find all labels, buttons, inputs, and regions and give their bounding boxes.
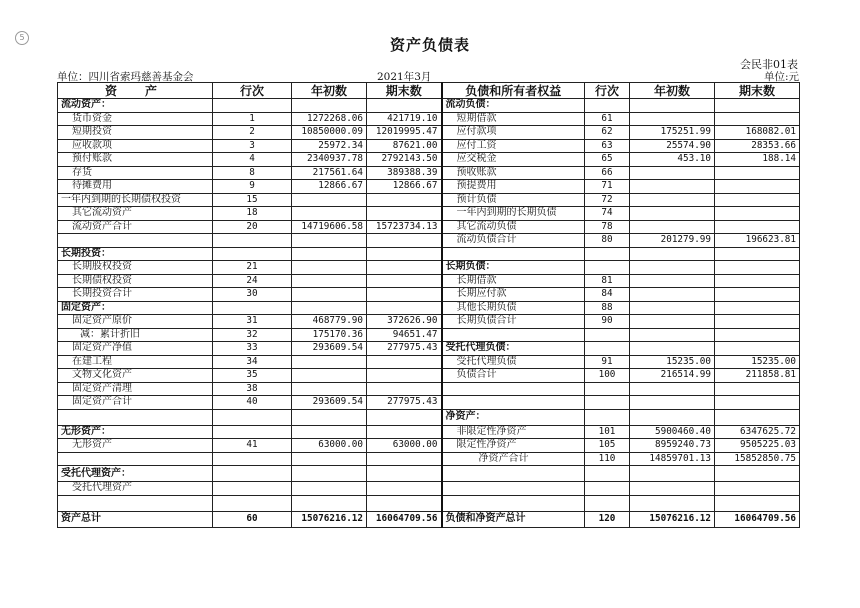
right-line-no: 101 (585, 425, 630, 439)
right-end-amount (715, 301, 800, 315)
left-begin-amount (292, 466, 367, 482)
table-row (58, 126, 800, 140)
left-item-label: 固定资产原价 (58, 315, 213, 329)
right-begin-amount (630, 220, 715, 234)
table-row (58, 342, 800, 356)
table-row (58, 234, 800, 248)
left-begin-amount (292, 369, 367, 383)
left-begin-amount: 15076216.12 (292, 511, 367, 527)
currency-unit: 单位:元 (763, 71, 799, 83)
left-end-amount: 16064709.56 (367, 511, 442, 527)
left-begin-amount: 10850000.09 (292, 126, 367, 140)
left-end-amount: 63000.00 (367, 439, 442, 453)
right-item-label: 净资产： (442, 409, 585, 425)
right-begin-amount: 175251.99 (630, 126, 715, 140)
table-row (58, 261, 800, 275)
left-begin-amount: 175170.36 (292, 328, 367, 342)
right-line-no: 120 (585, 511, 630, 527)
balance-sheet-table (57, 82, 800, 528)
right-begin-amount (630, 193, 715, 207)
right-item-label: 非限定性净资产 (442, 425, 585, 439)
left-line-no: 9 (213, 180, 292, 194)
left-end-amount (367, 193, 442, 207)
right-begin-amount (630, 112, 715, 126)
left-item-label: 固定资产清理 (58, 382, 213, 396)
left-begin-amount: 12866.67 (292, 180, 367, 194)
left-end-amount: 2792143.50 (367, 153, 442, 167)
right-begin-amount: 216514.99 (630, 369, 715, 383)
table-row (58, 482, 800, 496)
table-row (58, 99, 800, 113)
left-begin-amount (292, 482, 367, 496)
left-item-label: 文物文化资产 (58, 369, 213, 383)
left-line-no: 3 (213, 139, 292, 153)
left-item-label: 存货 (58, 166, 213, 180)
left-line-no: 4 (213, 153, 292, 167)
left-item-label: 流动资产合计 (58, 220, 213, 234)
left-line-no (213, 409, 292, 425)
left-end-amount (367, 234, 442, 248)
right-end-amount (715, 495, 800, 511)
left-item-label: 待摊费用 (58, 180, 213, 194)
left-item-label: 长期股权投资 (58, 261, 213, 275)
left-end-amount: 389388.39 (367, 166, 442, 180)
left-begin-amount (292, 355, 367, 369)
right-line-no: 100 (585, 369, 630, 383)
right-line-no (585, 342, 630, 356)
right-begin-amount: 201279.99 (630, 234, 715, 248)
right-begin-amount (630, 166, 715, 180)
right-item-label: 短期借款 (442, 112, 585, 126)
col-header-begin: 年初数 (292, 83, 367, 99)
right-begin-amount: 5900460.40 (630, 425, 715, 439)
table-row (58, 495, 800, 511)
right-line-no: 110 (585, 452, 630, 466)
left-line-no: 21 (213, 261, 292, 275)
left-line-no (213, 301, 292, 315)
right-end-amount: 168082.01 (715, 126, 800, 140)
right-item-label (442, 328, 585, 342)
left-line-no (213, 425, 292, 439)
left-line-no: 38 (213, 382, 292, 396)
right-begin-amount: 8959240.73 (630, 439, 715, 453)
right-end-amount (715, 193, 800, 207)
table-row (58, 425, 800, 439)
left-item-label: 长期投资合计 (58, 288, 213, 302)
right-item-label: 预收账款 (442, 166, 585, 180)
right-line-no: 72 (585, 193, 630, 207)
left-line-no: 18 (213, 207, 292, 221)
right-item-label: 净资产合计 (442, 452, 585, 466)
right-item-label (442, 482, 585, 496)
right-end-amount (715, 288, 800, 302)
right-end-amount: 211858.81 (715, 369, 800, 383)
left-line-no (213, 482, 292, 496)
left-item-label: 固定资产： (58, 301, 213, 315)
right-begin-amount (630, 315, 715, 329)
right-begin-amount (630, 261, 715, 275)
left-begin-amount (292, 247, 367, 261)
table-row (58, 355, 800, 369)
right-line-no (585, 99, 630, 113)
right-end-amount (715, 315, 800, 329)
right-item-label: 应付工资 (442, 139, 585, 153)
right-begin-amount: 15076216.12 (630, 511, 715, 527)
right-begin-amount (630, 328, 715, 342)
table-row (58, 328, 800, 342)
form-code: 会民非01表 (740, 58, 798, 71)
right-begin-amount (630, 382, 715, 396)
right-begin-amount (630, 495, 715, 511)
right-end-amount (715, 112, 800, 126)
col-header-end: 期末数 (367, 83, 442, 99)
document-title: 资产负债表 (389, 36, 470, 54)
right-begin-amount (630, 342, 715, 356)
right-begin-amount (630, 301, 715, 315)
left-begin-amount (292, 301, 367, 315)
left-item-label: 减：累计折旧 (58, 328, 213, 342)
left-end-amount: 372626.90 (367, 315, 442, 329)
col-header-line-no-2: 行次 (585, 83, 630, 99)
right-begin-amount (630, 247, 715, 261)
right-end-amount (715, 274, 800, 288)
table-row (58, 193, 800, 207)
left-begin-amount (292, 382, 367, 396)
left-begin-amount (292, 425, 367, 439)
left-end-amount (367, 452, 442, 466)
left-end-amount (367, 409, 442, 425)
left-line-no: 35 (213, 369, 292, 383)
left-end-amount (367, 482, 442, 496)
right-line-no (585, 261, 630, 275)
right-item-label: 长期借款 (442, 274, 585, 288)
right-line-no (585, 466, 630, 482)
right-item-label: 预计负债 (442, 193, 585, 207)
right-begin-amount (630, 207, 715, 221)
left-item-label: 长期债权投资 (58, 274, 213, 288)
right-end-amount (715, 180, 800, 194)
left-begin-amount (292, 495, 367, 511)
left-begin-amount (292, 193, 367, 207)
left-end-amount (367, 369, 442, 383)
left-item-label: 一年内到期的长期债权投资 (58, 193, 213, 207)
left-end-amount: 12866.67 (367, 180, 442, 194)
left-item-label: 预付账款 (58, 153, 213, 167)
left-end-amount (367, 495, 442, 511)
left-item-label: 受托代理资产： (58, 466, 213, 482)
left-item-label: 无形资产： (58, 425, 213, 439)
left-end-amount: 94651.47 (367, 328, 442, 342)
right-item-label: 负债合计 (442, 369, 585, 383)
table-row (58, 207, 800, 221)
right-begin-amount (630, 409, 715, 425)
left-begin-amount (292, 274, 367, 288)
left-end-amount: 15723734.13 (367, 220, 442, 234)
left-begin-amount: 25972.34 (292, 139, 367, 153)
right-item-label: 长期应付款 (442, 288, 585, 302)
right-end-amount: 188.14 (715, 153, 800, 167)
left-end-amount (367, 247, 442, 261)
right-item-label (442, 382, 585, 396)
left-line-no: 15 (213, 193, 292, 207)
left-begin-amount: 1272268.06 (292, 112, 367, 126)
left-item-label: 其它流动资产 (58, 207, 213, 221)
table-row (58, 274, 800, 288)
left-begin-amount: 14719606.58 (292, 220, 367, 234)
right-end-amount (715, 247, 800, 261)
right-line-no: 61 (585, 112, 630, 126)
left-end-amount (367, 261, 442, 275)
right-item-label: 负债和净资产总计 (442, 511, 585, 527)
left-line-no: 24 (213, 274, 292, 288)
right-end-amount (715, 382, 800, 396)
right-line-no: 84 (585, 288, 630, 302)
right-line-no: 65 (585, 153, 630, 167)
left-item-label (58, 495, 213, 511)
right-line-no: 90 (585, 315, 630, 329)
table-row (58, 439, 800, 453)
left-line-no: 30 (213, 288, 292, 302)
left-line-no (213, 99, 292, 113)
right-line-no (585, 382, 630, 396)
right-item-label (442, 495, 585, 511)
right-line-no: 71 (585, 180, 630, 194)
right-line-no: 62 (585, 126, 630, 140)
left-end-amount: 277975.43 (367, 342, 442, 356)
table-row (58, 511, 800, 527)
table-row (58, 382, 800, 396)
right-end-amount (715, 409, 800, 425)
right-begin-amount (630, 466, 715, 482)
right-begin-amount (630, 396, 715, 410)
table-row (58, 466, 800, 482)
left-begin-amount: 293609.54 (292, 342, 367, 356)
left-line-no (213, 234, 292, 248)
left-end-amount (367, 355, 442, 369)
table-row (58, 396, 800, 410)
left-line-no: 1 (213, 112, 292, 126)
table-row (58, 112, 800, 126)
balance-sheet-body (58, 99, 800, 528)
left-begin-amount: 468779.90 (292, 315, 367, 329)
left-end-amount (367, 425, 442, 439)
col-header-line-no: 行次 (213, 83, 292, 99)
left-line-no: 8 (213, 166, 292, 180)
left-line-no (213, 466, 292, 482)
right-line-no: 66 (585, 166, 630, 180)
left-item-label: 货币资金 (58, 112, 213, 126)
table-row (58, 153, 800, 167)
left-line-no: 40 (213, 396, 292, 410)
right-begin-amount (630, 99, 715, 113)
right-item-label: 流动负债： (442, 99, 585, 113)
left-end-amount: 421719.10 (367, 112, 442, 126)
right-end-amount: 196623.81 (715, 234, 800, 248)
left-line-no: 2 (213, 126, 292, 140)
left-item-label: 短期投资 (58, 126, 213, 140)
right-item-label (442, 466, 585, 482)
right-line-no (585, 482, 630, 496)
right-end-amount: 16064709.56 (715, 511, 800, 527)
right-line-no (585, 328, 630, 342)
right-line-no: 78 (585, 220, 630, 234)
right-end-amount: 15852850.75 (715, 452, 800, 466)
right-item-label: 其他长期负债 (442, 301, 585, 315)
right-item-label: 一年内到期的长期负债 (442, 207, 585, 221)
left-line-no: 31 (213, 315, 292, 329)
right-item-label: 应付款项 (442, 126, 585, 140)
left-line-no: 60 (213, 511, 292, 527)
left-item-label: 受托代理资产 (58, 482, 213, 496)
left-item-label: 固定资产净值 (58, 342, 213, 356)
col-header-assets: 资 产 (58, 83, 213, 99)
table-row (58, 369, 800, 383)
left-line-no: 20 (213, 220, 292, 234)
left-item-label (58, 234, 213, 248)
left-begin-amount (292, 207, 367, 221)
right-item-label: 限定性净资产 (442, 439, 585, 453)
left-end-amount (367, 274, 442, 288)
left-end-amount (367, 288, 442, 302)
right-line-no: 105 (585, 439, 630, 453)
right-item-label: 长期负债： (442, 261, 585, 275)
table-row (58, 452, 800, 466)
organization-name: 单位：四川省索玛慈善基金会 (57, 71, 194, 83)
left-item-label (58, 409, 213, 425)
col-header-end-2: 期末数 (715, 83, 800, 99)
left-item-label: 长期投资： (58, 247, 213, 261)
left-item-label: 无形资产 (58, 439, 213, 453)
right-item-label: 应交税金 (442, 153, 585, 167)
right-line-no: 81 (585, 274, 630, 288)
left-begin-amount: 293609.54 (292, 396, 367, 410)
table-header-row (58, 83, 800, 99)
left-line-no: 34 (213, 355, 292, 369)
right-line-no (585, 247, 630, 261)
right-end-amount (715, 466, 800, 482)
left-begin-amount (292, 99, 367, 113)
left-begin-amount (292, 452, 367, 466)
table-row (58, 288, 800, 302)
right-end-amount: 9505225.03 (715, 439, 800, 453)
left-item-label: 应收款项 (58, 139, 213, 153)
left-end-amount (367, 301, 442, 315)
left-item-label: 在建工程 (58, 355, 213, 369)
table-row (58, 220, 800, 234)
left-begin-amount: 63000.00 (292, 439, 367, 453)
right-item-label: 预提费用 (442, 180, 585, 194)
left-line-no: 41 (213, 439, 292, 453)
left-line-no: 33 (213, 342, 292, 356)
right-end-amount (715, 396, 800, 410)
right-end-amount: 28353.66 (715, 139, 800, 153)
right-begin-amount: 14859701.13 (630, 452, 715, 466)
right-begin-amount: 453.10 (630, 153, 715, 167)
right-end-amount (715, 220, 800, 234)
right-line-no: 91 (585, 355, 630, 369)
right-end-amount: 15235.00 (715, 355, 800, 369)
table-row (58, 301, 800, 315)
left-begin-amount (292, 288, 367, 302)
right-end-amount: 6347625.72 (715, 425, 800, 439)
right-end-amount (715, 99, 800, 113)
right-line-no (585, 409, 630, 425)
header-line (57, 69, 799, 82)
left-line-no (213, 452, 292, 466)
right-item-label: 受托代理负债 (442, 355, 585, 369)
left-item-label (58, 452, 213, 466)
right-begin-amount (630, 274, 715, 288)
right-item-label: 流动负债合计 (442, 234, 585, 248)
left-begin-amount: 217561.64 (292, 166, 367, 180)
table-row (58, 180, 800, 194)
right-line-no: 63 (585, 139, 630, 153)
table-row (58, 166, 800, 180)
right-line-no: 74 (585, 207, 630, 221)
right-item-label (442, 396, 585, 410)
right-item-label (442, 247, 585, 261)
right-line-no: 80 (585, 234, 630, 248)
left-begin-amount (292, 234, 367, 248)
table-row (58, 409, 800, 425)
left-line-no (213, 247, 292, 261)
table-row (58, 247, 800, 261)
right-end-amount (715, 328, 800, 342)
right-end-amount (715, 166, 800, 180)
right-begin-amount: 15235.00 (630, 355, 715, 369)
right-line-no (585, 495, 630, 511)
left-item-label: 流动资产： (58, 99, 213, 113)
right-begin-amount (630, 288, 715, 302)
right-end-amount (715, 207, 800, 221)
right-item-label: 其它流动负债 (442, 220, 585, 234)
left-begin-amount (292, 409, 367, 425)
left-item-label: 固定资产合计 (58, 396, 213, 410)
right-item-label: 受托代理负债： (442, 342, 585, 356)
left-item-label: 资产总计 (58, 511, 213, 527)
col-header-liabilities: 负债和所有者权益 (442, 83, 585, 99)
right-begin-amount (630, 482, 715, 496)
left-begin-amount (292, 261, 367, 275)
punch-hole-mark: 5 (15, 31, 29, 45)
right-item-label: 长期负债合计 (442, 315, 585, 329)
left-end-amount (367, 382, 442, 396)
left-line-no (213, 495, 292, 511)
left-end-amount: 87621.00 (367, 139, 442, 153)
table-row (58, 315, 800, 329)
right-begin-amount: 25574.90 (630, 139, 715, 153)
left-line-no: 32 (213, 328, 292, 342)
right-end-amount (715, 261, 800, 275)
right-end-amount (715, 482, 800, 496)
report-period: 2021年3月 (377, 71, 432, 83)
col-header-begin-2: 年初数 (630, 83, 715, 99)
left-end-amount (367, 207, 442, 221)
right-line-no (585, 396, 630, 410)
right-end-amount (715, 342, 800, 356)
table-row (58, 139, 800, 153)
right-begin-amount (630, 180, 715, 194)
left-end-amount (367, 466, 442, 482)
right-line-no: 88 (585, 301, 630, 315)
left-end-amount (367, 99, 442, 113)
left-begin-amount: 2340937.78 (292, 153, 367, 167)
left-end-amount: 12019995.47 (367, 126, 442, 140)
left-end-amount: 277975.43 (367, 396, 442, 410)
